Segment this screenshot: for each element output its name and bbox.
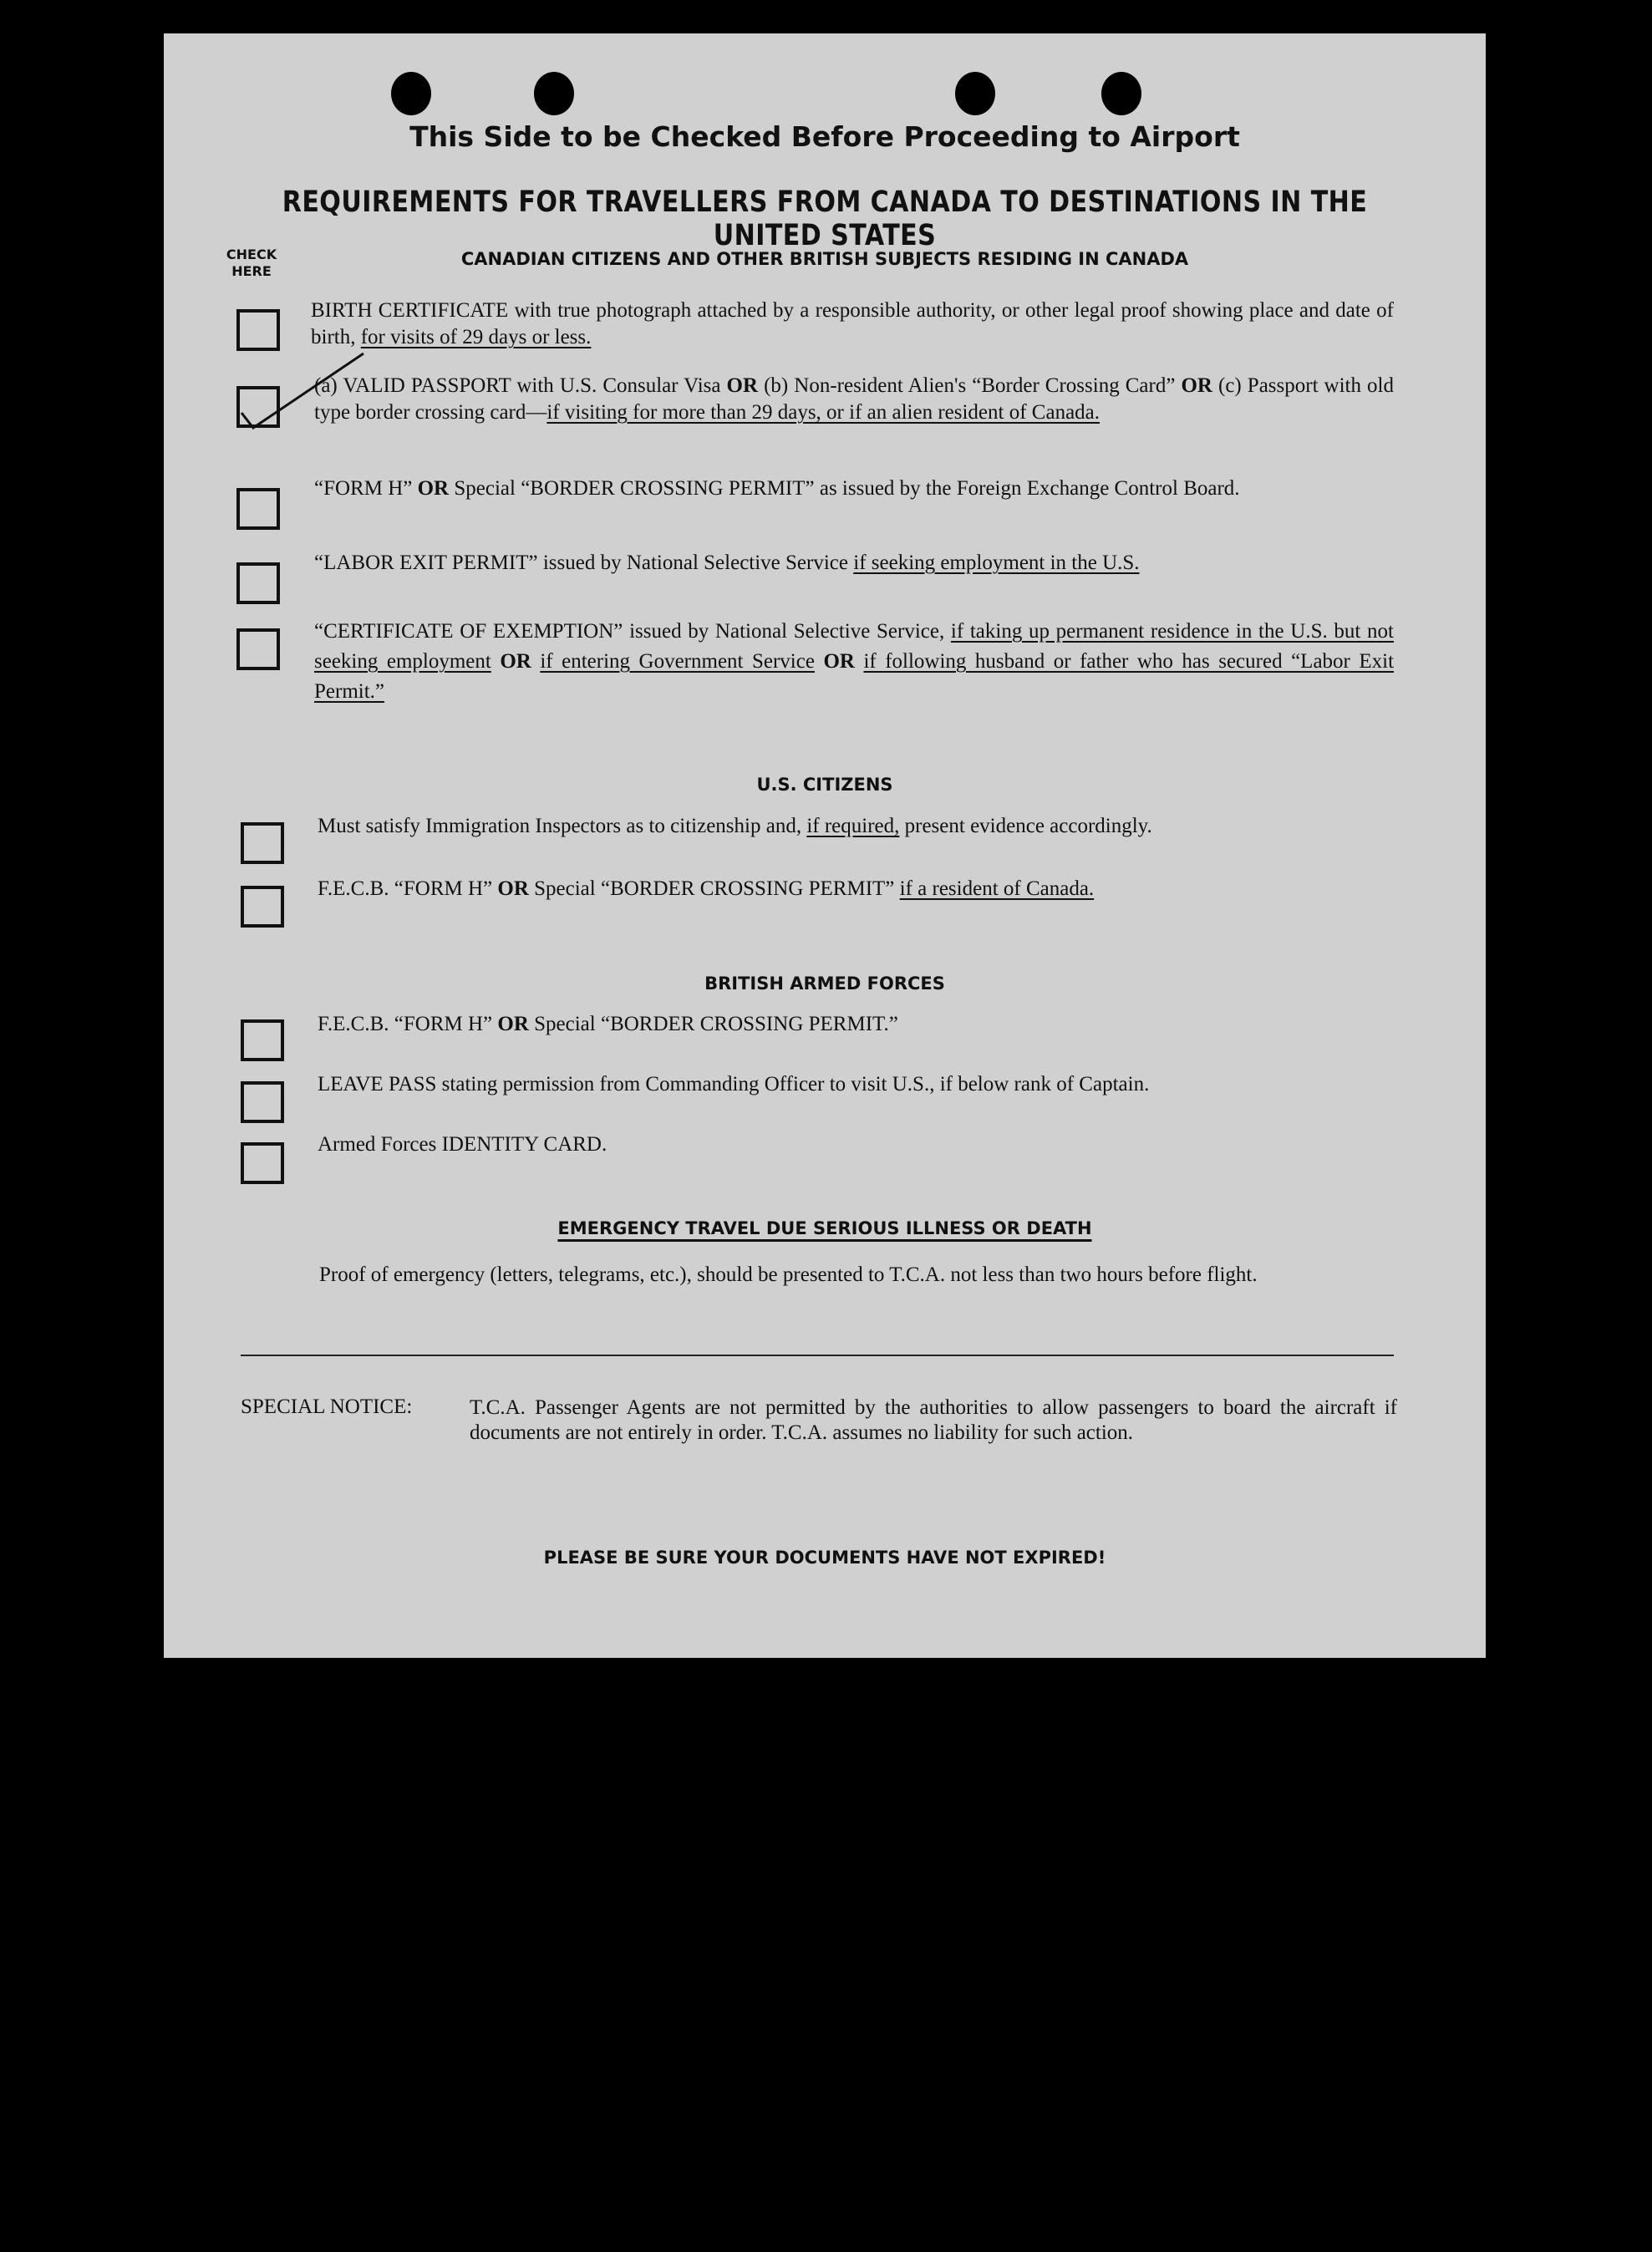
item-form-h bbox=[314, 475, 1394, 502]
special-notice-label: SPECIAL NOTICE: bbox=[241, 1395, 413, 1418]
item-text: Special “BORDER CROSSING PERMIT.” bbox=[528, 1013, 898, 1035]
item-valid-passport bbox=[314, 373, 1394, 426]
divider bbox=[241, 1355, 1394, 1356]
item-text: “FORM H” bbox=[314, 477, 418, 500]
item-text: Armed Forces IDENTITY CARD. bbox=[318, 1133, 607, 1156]
item-or: OR bbox=[823, 650, 855, 673]
item-us-satisfy-inspectors bbox=[318, 813, 1397, 840]
section-heading-us: U.S. CITIZENS bbox=[756, 775, 893, 795]
side-note-heading: This Side to be Checked Before Proceeding to Airport bbox=[409, 120, 1240, 153]
item-condition: if seeking employment in the U.S. bbox=[853, 552, 1140, 574]
checkbox-birth-certificate[interactable] bbox=[236, 309, 280, 351]
checkbox-us-form-h[interactable] bbox=[241, 886, 284, 928]
checkbox-labor-exit-permit[interactable] bbox=[236, 562, 280, 604]
punch-hole bbox=[1101, 72, 1141, 115]
item-leave-pass bbox=[318, 1071, 1397, 1098]
punch-hole bbox=[955, 72, 995, 115]
item-condition: if entering Government Service bbox=[540, 650, 815, 673]
punch-hole bbox=[391, 72, 431, 115]
item-condition: if following husband or father who has secured “Labor Exit Permit.” bbox=[314, 650, 1395, 703]
item-or: OR bbox=[500, 650, 531, 673]
checkbox-leave-pass[interactable] bbox=[241, 1081, 284, 1123]
section-heading-emergency bbox=[164, 1218, 1486, 1238]
item-us-form-h bbox=[318, 876, 1397, 902]
item-condition: for visits of 29 days or less. bbox=[360, 326, 592, 348]
item-labor-exit-permit bbox=[314, 550, 1394, 577]
item-condition: if required, bbox=[806, 815, 900, 837]
emergency-text: Proof of emergency (letters, telegrams, etc.), should be presented to T.C.A. not less than two hours before flight. bbox=[319, 1263, 1258, 1286]
item-text: BIRTH CERTIFICATE with true photograph attached by a responsible authority, or other legal proof showing place and date of birth, bbox=[311, 299, 1394, 348]
checkbox-certificate-exemption[interactable] bbox=[236, 628, 280, 670]
item-or: OR bbox=[417, 477, 450, 500]
checkbox-valid-passport[interactable] bbox=[236, 386, 280, 428]
item-or: OR bbox=[497, 1013, 529, 1035]
item-text: Special “BORDER CROSSING PERMIT” as issued by the Foreign Exchange Control Board. bbox=[449, 477, 1240, 500]
expiry-reminder: PLEASE BE SURE YOUR DOCUMENTS HAVE NOT EXPIRED! bbox=[543, 1548, 1106, 1568]
checkbox-us-satisfy-inspectors[interactable] bbox=[241, 822, 284, 864]
item-condition: if a resident of Canada. bbox=[899, 877, 1095, 900]
item-identity-card bbox=[318, 1131, 1397, 1158]
item-text: “CERTIFICATE OF EXEMPTION” issued by National Selective Service, bbox=[314, 620, 951, 643]
item-or: OR bbox=[1181, 374, 1212, 397]
emergency-heading: EMERGENCY TRAVEL DUE SERIOUS ILLNESS OR DEATH bbox=[557, 1218, 1092, 1238]
section-heading-british: BRITISH ARMED FORCES bbox=[704, 973, 945, 994]
checkbox-identity-card[interactable] bbox=[241, 1142, 284, 1184]
item-text: (b) Non-resident Alien's “Border Crossing Card” bbox=[758, 374, 1182, 397]
item-text: F.E.C.B. “FORM H” bbox=[318, 877, 498, 900]
item-condition: if taking up permanent residence in the U.S. but not seeking employment bbox=[314, 620, 1394, 673]
item-birth-certificate bbox=[311, 297, 1394, 351]
checkbox-form-h[interactable] bbox=[236, 488, 280, 530]
item-or: OR bbox=[497, 877, 529, 900]
item-text: Must satisfy Immigration Inspectors as to citizenship and, bbox=[318, 815, 807, 837]
form-page bbox=[164, 33, 1486, 1658]
item-or: OR bbox=[726, 374, 759, 397]
item-text: LEAVE PASS stating permission from Commanding Officer to visit U.S., if below rank of Captain. bbox=[318, 1073, 1150, 1095]
punch-hole bbox=[534, 72, 574, 115]
page-title: REQUIREMENTS FOR TRAVELLERS FROM CANADA TO DESTINATIONS IN THE UNITED STATES bbox=[282, 186, 1368, 252]
item-text: F.E.C.B. “FORM H” bbox=[318, 1013, 498, 1035]
item-certificate-exemption bbox=[314, 617, 1394, 707]
item-text: “LABOR EXIT PERMIT” issued by National Selective Service bbox=[314, 552, 854, 574]
item-text: (c) Passport with old type border crossing card— bbox=[314, 374, 1394, 424]
special-notice-text: T.C.A. Passenger Agents are not permitted by the authorities to allow passengers to board the aircraft if documents are not entirely in order. T.C.A. assumes no liability for such action. bbox=[470, 1396, 1397, 1444]
item-text: Special “BORDER CROSSING PERMIT” bbox=[528, 877, 900, 900]
item-british-form-h bbox=[318, 1011, 1397, 1038]
item-text: (a) VALID PASSPORT with U.S. Consular Visa bbox=[314, 374, 727, 397]
item-text: present evidence accordingly. bbox=[899, 815, 1152, 837]
checkbox-british-form-h[interactable] bbox=[241, 1019, 284, 1061]
item-condition: if visiting for more than 29 days, or if an alien resident of Canada. bbox=[546, 401, 1100, 424]
section-heading-canadian: CANADIAN CITIZENS AND OTHER BRITISH SUBJECTS RESIDING IN CANADA bbox=[460, 249, 1189, 269]
check-here-label: CHECK HERE bbox=[226, 247, 277, 279]
